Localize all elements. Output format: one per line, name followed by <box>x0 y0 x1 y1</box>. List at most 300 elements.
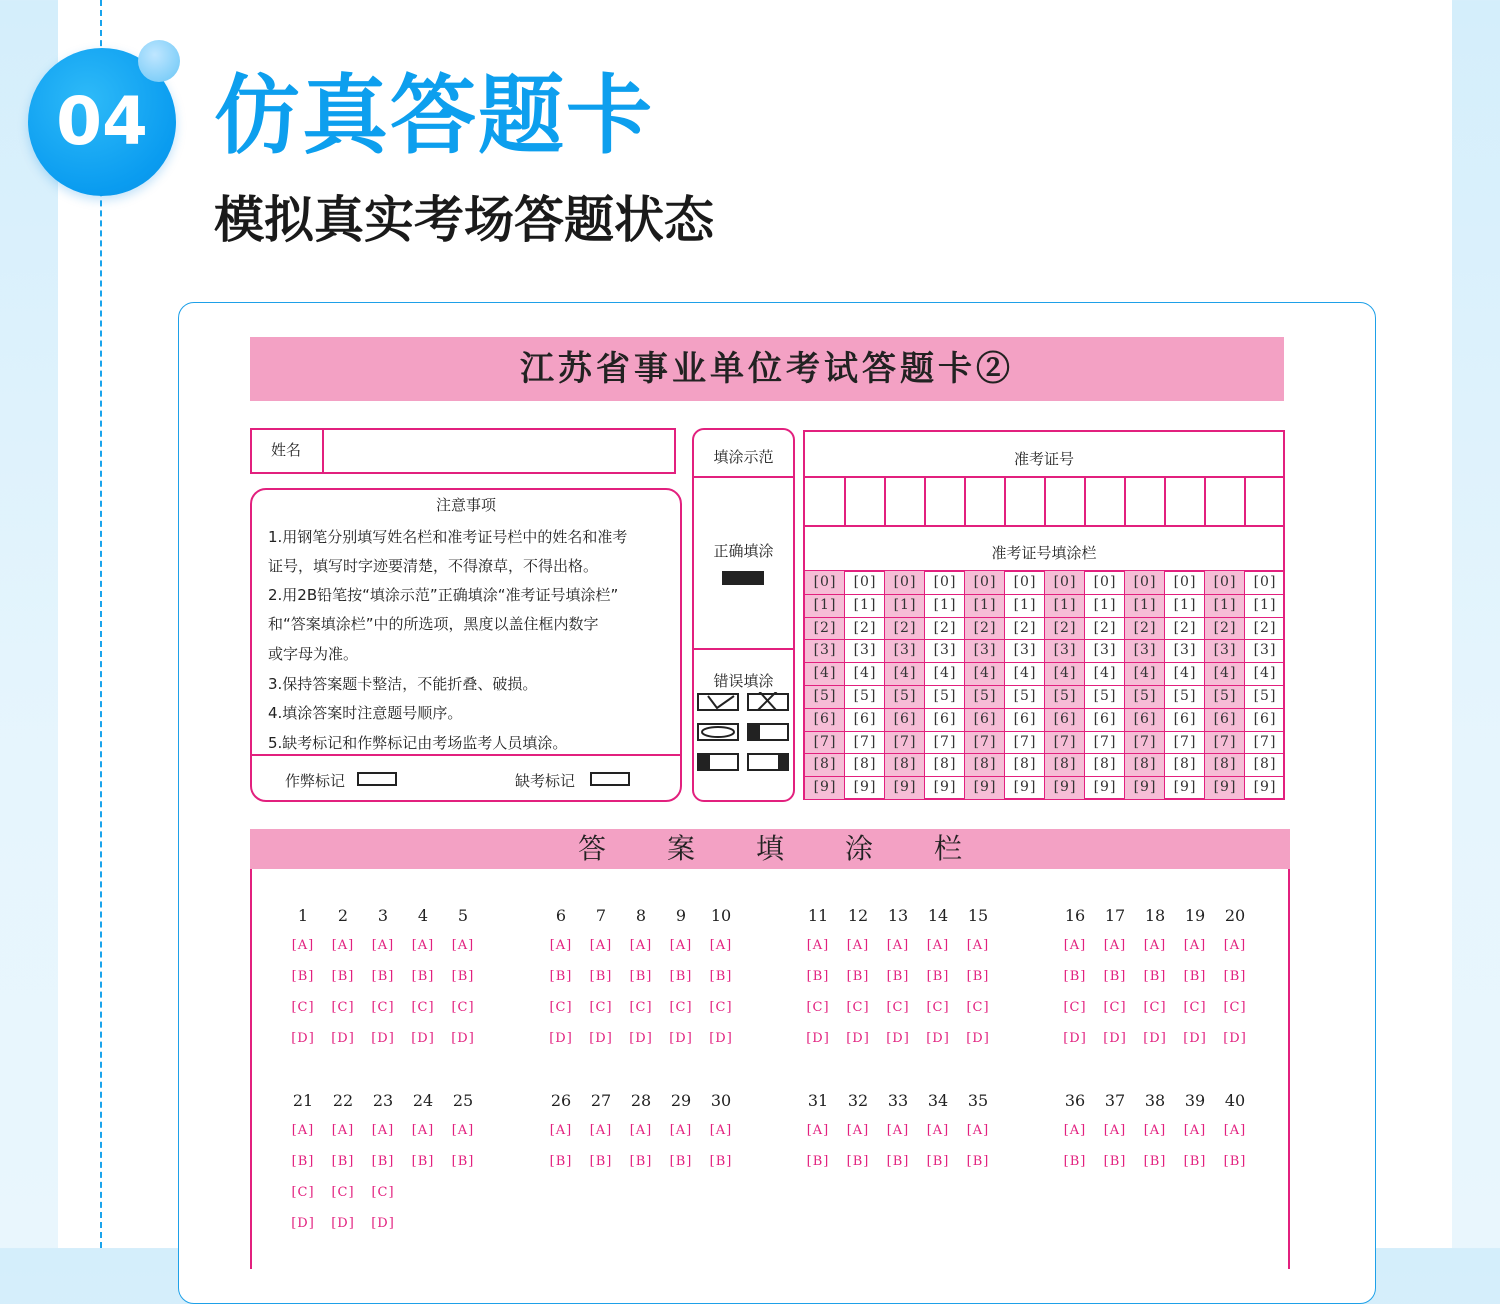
exam-id-digit-bubble[interactable]: [0] <box>933 574 957 590</box>
exam-id-digit-bubble[interactable]: [0] <box>1013 574 1037 590</box>
exam-id-digit-bubble[interactable]: [5] <box>933 688 957 704</box>
answer-option-bubble[interactable]: [A] <box>1223 1123 1247 1138</box>
answer-option-bubble[interactable]: [C] <box>371 1000 395 1015</box>
answer-option-bubble[interactable]: [A] <box>966 1123 990 1138</box>
answer-option-bubble[interactable]: [B] <box>331 969 355 984</box>
answer-option-bubble[interactable]: [A] <box>926 938 950 953</box>
exam-id-digit-bubble[interactable]: [5] <box>1213 688 1237 704</box>
exam-id-digit-bubble[interactable]: [9] <box>1173 779 1197 796</box>
exam-id-digit-bubble[interactable]: [8] <box>1213 756 1237 773</box>
exam-id-digit-bubble[interactable]: [7] <box>1093 733 1117 750</box>
answer-option-bubble[interactable]: [A] <box>589 938 613 953</box>
answer-option-bubble[interactable]: [C] <box>331 1000 355 1015</box>
question-number: 26 <box>550 1091 572 1110</box>
exam-id-digit-bubble[interactable]: [1] <box>813 596 837 613</box>
exam-id-digit-bubble[interactable]: [6] <box>1053 710 1077 727</box>
question-number: 10 <box>710 906 732 925</box>
answer-option-bubble[interactable]: [B] <box>966 969 990 984</box>
answer-option-bubble[interactable]: [D] <box>1183 1031 1207 1046</box>
answer-option-bubble[interactable]: [A] <box>1103 1123 1127 1138</box>
exam-id-digit-bubble[interactable]: [1] <box>1133 596 1157 613</box>
answer-option-bubble[interactable]: [C] <box>1103 1000 1127 1015</box>
exam-id-digit-bubble[interactable]: [8] <box>1053 756 1077 773</box>
answer-option-bubble[interactable]: [B] <box>1143 969 1167 984</box>
exam-id-digit-bubble[interactable]: [5] <box>1133 688 1157 704</box>
exam-id-digit-bubble[interactable]: [9] <box>893 779 917 796</box>
answer-option-bubble[interactable]: [D] <box>926 1031 950 1046</box>
exam-id-digit-bubble[interactable]: [0] <box>1173 574 1197 590</box>
exam-id-digit-bubble[interactable]: [6] <box>933 710 957 727</box>
exam-id-digit-bubble[interactable]: [9] <box>1013 779 1037 796</box>
exam-id-digit-bubble[interactable]: [4] <box>973 665 997 682</box>
exam-id-digit-bubble[interactable]: [5] <box>1093 688 1117 704</box>
exam-id-digit-bubble[interactable]: [2] <box>1053 619 1077 636</box>
answer-option-bubble[interactable]: [A] <box>411 938 435 953</box>
answer-option-bubble[interactable]: [B] <box>291 969 315 984</box>
answer-option-bubble[interactable]: [A] <box>1063 1123 1087 1138</box>
answer-option-bubble[interactable]: [A] <box>886 1123 910 1138</box>
question-number: 30 <box>710 1091 732 1110</box>
exam-id-digit-bubble[interactable]: [6] <box>973 710 997 727</box>
exam-id-digit-bubble[interactable]: [3] <box>1053 642 1077 659</box>
exam-id-digit-bubble[interactable]: [1] <box>853 596 877 613</box>
answer-option-bubble[interactable]: [C] <box>291 1185 315 1200</box>
answer-option-bubble[interactable]: [B] <box>331 1154 355 1169</box>
answer-option-bubble[interactable]: [D] <box>806 1031 830 1046</box>
exam-id-digit-bubble[interactable]: [9] <box>933 779 957 796</box>
answer-option-bubble[interactable]: [B] <box>669 1154 693 1169</box>
absent-mark-label: 缺考标记 <box>515 772 576 790</box>
question-number: 29 <box>670 1091 692 1110</box>
question-number: 16 <box>1064 906 1086 925</box>
answer-option-bubble[interactable]: [D] <box>1063 1031 1087 1046</box>
exam-id-digit-bubble[interactable]: [8] <box>1173 756 1197 773</box>
question-number: 33 <box>887 1091 909 1110</box>
question-number: 13 <box>887 906 909 925</box>
answer-option-bubble[interactable]: [A] <box>589 1123 613 1138</box>
question-number: 6 <box>555 906 567 925</box>
exam-id-digit-bubble[interactable]: [4] <box>813 665 837 682</box>
exam-id-digit-bubble[interactable]: [5] <box>813 688 837 704</box>
answer-option-bubble[interactable]: [B] <box>1143 1154 1167 1169</box>
answer-option-bubble[interactable]: [B] <box>846 969 870 984</box>
exam-id-digit-bubble[interactable]: [3] <box>1213 642 1237 659</box>
answer-option-bubble[interactable]: [B] <box>451 1154 475 1169</box>
answer-option-bubble[interactable]: [C] <box>291 1000 315 1015</box>
answer-option-bubble[interactable]: [A] <box>451 938 475 953</box>
exam-id-digit-bubble[interactable]: [7] <box>1133 733 1157 750</box>
exam-id-fill-title: 准考证号填涂栏 <box>991 544 1097 562</box>
divider <box>803 525 1285 527</box>
exam-id-digit-bubble[interactable]: [2] <box>1133 619 1157 636</box>
exam-id-digit-bubble[interactable]: [2] <box>933 619 957 636</box>
answer-option-bubble[interactable]: [B] <box>549 1154 573 1169</box>
exam-id-digit-bubble[interactable]: [8] <box>1133 756 1157 773</box>
answer-option-bubble[interactable]: [A] <box>846 1123 870 1138</box>
exam-id-digit-bubble[interactable]: [4] <box>1173 665 1197 682</box>
exam-id-digit-bubble[interactable]: [6] <box>853 710 877 727</box>
exam-id-digit-bubble[interactable]: [5] <box>893 688 917 704</box>
exam-id-digit-bubble[interactable]: [5] <box>853 688 877 704</box>
exam-id-digit-bubble[interactable]: [1] <box>1013 596 1037 613</box>
answer-option-bubble[interactable]: [C] <box>926 1000 950 1015</box>
exam-id-digit-bubble[interactable]: [9] <box>1093 779 1117 796</box>
answer-option-bubble[interactable]: [C] <box>1183 1000 1207 1015</box>
answer-option-bubble[interactable]: [A] <box>806 1123 830 1138</box>
question-number: 7 <box>595 906 607 925</box>
answer-option-bubble[interactable]: [B] <box>1063 969 1087 984</box>
question-number: 20 <box>1224 906 1246 925</box>
question-number: 4 <box>417 906 429 925</box>
correct-fill-mark <box>722 571 764 585</box>
answer-option-bubble[interactable]: [A] <box>629 938 653 953</box>
exam-id-digit-bubble[interactable]: [1] <box>893 596 917 613</box>
exam-id-digit-bubble[interactable]: [0] <box>893 574 917 590</box>
exam-id-digit-bubble[interactable]: [9] <box>1133 779 1157 796</box>
exam-id-digit-bubble[interactable]: [4] <box>1013 665 1037 682</box>
answer-option-bubble[interactable]: [D] <box>1143 1031 1167 1046</box>
answer-option-bubble[interactable]: [B] <box>411 1154 435 1169</box>
answer-option-bubble[interactable]: [D] <box>411 1031 435 1046</box>
divider <box>250 754 682 756</box>
exam-id-digit-bubble[interactable]: [9] <box>853 779 877 796</box>
question-number: 22 <box>332 1091 354 1110</box>
exam-id-digit-bubble[interactable]: [2] <box>1173 619 1197 636</box>
notice-line: 或字母为准。 <box>268 645 359 663</box>
exam-id-digit-bubble[interactable]: [0] <box>1133 574 1157 590</box>
answer-option-bubble[interactable]: [A] <box>629 1123 653 1138</box>
exam-id-digit-bubble[interactable]: [6] <box>1133 710 1157 727</box>
exam-id-digit-bubble[interactable]: [3] <box>973 642 997 659</box>
answer-option-bubble[interactable]: [A] <box>1143 938 1167 953</box>
exam-id-digit-bubble[interactable]: [8] <box>813 756 837 773</box>
answer-option-bubble[interactable]: [B] <box>1103 1154 1127 1169</box>
exam-id-digit-bubble[interactable]: [2] <box>1213 619 1237 636</box>
answer-option-bubble[interactable]: [B] <box>411 969 435 984</box>
exam-id-digit-bubble[interactable]: [9] <box>1253 779 1277 796</box>
answer-option-bubble[interactable]: [A] <box>1143 1123 1167 1138</box>
answer-option-bubble[interactable]: [C] <box>371 1185 395 1200</box>
exam-id-cell-divider <box>884 477 886 525</box>
exam-id-cell-divider <box>1244 477 1246 525</box>
exam-id-digit-bubble[interactable]: [6] <box>1253 710 1277 727</box>
answer-option-bubble[interactable]: [B] <box>1223 969 1247 984</box>
answer-option-bubble[interactable]: [C] <box>1223 1000 1247 1015</box>
exam-id-row-divider <box>803 662 1285 663</box>
answer-option-bubble[interactable]: [A] <box>331 938 355 953</box>
wrong-fill-label: 错误填涂 <box>713 672 774 690</box>
exam-id-digit-bubble[interactable]: [7] <box>973 733 997 750</box>
exam-id-digit-bubble[interactable]: [6] <box>893 710 917 727</box>
exam-id-cell-divider <box>924 477 926 525</box>
exam-id-digit-bubble[interactable]: [3] <box>1133 642 1157 659</box>
exam-id-digit-bubble[interactable]: [8] <box>893 756 917 773</box>
answer-option-bubble[interactable]: [B] <box>1223 1154 1247 1169</box>
exam-id-digit-bubble[interactable]: [3] <box>813 642 837 659</box>
exam-id-digit-bubble[interactable]: [2] <box>853 619 877 636</box>
answer-option-bubble[interactable]: [D] <box>1223 1031 1247 1046</box>
exam-id-digit-bubble[interactable]: [3] <box>893 642 917 659</box>
answer-option-bubble[interactable]: [B] <box>1183 1154 1207 1169</box>
exam-id-digit-bubble[interactable]: [7] <box>1013 733 1037 750</box>
answer-option-bubble[interactable]: [B] <box>926 969 950 984</box>
answer-option-bubble[interactable]: [A] <box>291 1123 315 1138</box>
exam-id-digit-bubble[interactable]: [4] <box>853 665 877 682</box>
exam-id-digit-bubble[interactable]: [1] <box>973 596 997 613</box>
exam-id-digit-bubble[interactable]: [7] <box>1053 733 1077 750</box>
exam-id-row-divider <box>803 776 1285 777</box>
answer-option-bubble[interactable]: [C] <box>1143 1000 1167 1015</box>
correct-fill-label: 正确填涂 <box>713 542 774 560</box>
answer-option-bubble[interactable]: [D] <box>589 1031 613 1046</box>
exam-id-digit-bubble[interactable]: [3] <box>1093 642 1117 659</box>
answer-option-bubble[interactable]: [A] <box>669 938 693 953</box>
answer-option-bubble[interactable]: [B] <box>629 1154 653 1169</box>
answer-option-bubble[interactable]: [A] <box>291 938 315 953</box>
absent-mark-box[interactable] <box>590 772 630 786</box>
answer-option-bubble[interactable]: [B] <box>709 969 733 984</box>
answer-option-bubble[interactable]: [A] <box>1103 938 1127 953</box>
answer-option-bubble[interactable]: [C] <box>966 1000 990 1015</box>
exam-id-row-divider <box>803 639 1285 640</box>
exam-id-digit-bubble[interactable]: [0] <box>1253 574 1277 590</box>
notice-line: 3.保持答案题卡整洁，不能折叠、破损。 <box>268 675 538 693</box>
answer-option-bubble[interactable]: [B] <box>806 1154 830 1169</box>
exam-id-digit-bubble[interactable]: [0] <box>853 574 877 590</box>
exam-id-digit-bubble[interactable]: [5] <box>973 688 997 704</box>
exam-id-digit-bubble[interactable]: [4] <box>1053 665 1077 682</box>
exam-id-digit-bubble[interactable]: [7] <box>1253 733 1277 750</box>
answer-option-bubble[interactable]: [B] <box>589 1154 613 1169</box>
answer-option-bubble[interactable]: [A] <box>846 938 870 953</box>
answer-option-bubble[interactable]: [D] <box>371 1216 395 1231</box>
exam-id-digit-bubble[interactable]: [4] <box>1253 665 1277 682</box>
answer-option-bubble[interactable]: [B] <box>966 1154 990 1169</box>
answer-option-bubble[interactable]: [A] <box>1183 1123 1207 1138</box>
exam-id-digit-bubble[interactable]: [9] <box>1053 779 1077 796</box>
exam-id-digit-bubble[interactable]: [9] <box>813 779 837 796</box>
exam-id-digit-bubble[interactable]: [9] <box>1213 779 1237 796</box>
answer-option-bubble[interactable]: [B] <box>886 1154 910 1169</box>
answer-option-bubble[interactable]: [B] <box>451 969 475 984</box>
exam-id-digit-bubble[interactable]: [4] <box>933 665 957 682</box>
exam-id-digit-bubble[interactable]: [2] <box>973 619 997 636</box>
exam-id-digit-bubble[interactable]: [7] <box>893 733 917 750</box>
answer-option-bubble[interactable]: [A] <box>709 1123 733 1138</box>
exam-id-digit-bubble[interactable]: [5] <box>1173 688 1197 704</box>
exam-id-digit-bubble[interactable]: [6] <box>1213 710 1237 727</box>
exam-id-row-divider <box>803 731 1285 732</box>
answer-header-char: 填 <box>755 832 784 865</box>
exam-id-digit-bubble[interactable]: [7] <box>1173 733 1197 750</box>
answer-option-bubble[interactable]: [A] <box>331 1123 355 1138</box>
cheat-mark-label: 作弊标记 <box>285 772 346 790</box>
answer-option-bubble[interactable]: [A] <box>549 1123 573 1138</box>
exam-id-digit-bubble[interactable]: [6] <box>813 710 837 727</box>
answer-option-bubble[interactable]: [C] <box>451 1000 475 1015</box>
question-number: 18 <box>1144 906 1166 925</box>
answer-option-bubble[interactable]: [C] <box>331 1185 355 1200</box>
decorative-bubble-icon <box>138 40 180 82</box>
answer-area-header <box>250 829 1290 869</box>
exam-id-digit-bubble[interactable]: [3] <box>1253 642 1277 659</box>
answer-option-bubble[interactable]: [D] <box>966 1031 990 1046</box>
exam-id-digit-bubble[interactable]: [4] <box>1133 665 1157 682</box>
answer-option-bubble[interactable]: [D] <box>291 1031 315 1046</box>
exam-id-digit-bubble[interactable]: [3] <box>933 642 957 659</box>
notice-line: 证号，填写时字迹要清楚，不得潦草，不得出格。 <box>268 557 599 575</box>
answer-option-bubble[interactable]: [C] <box>846 1000 870 1015</box>
answer-option-bubble[interactable]: [A] <box>1063 938 1087 953</box>
answer-option-bubble[interactable]: [A] <box>669 1123 693 1138</box>
exam-id-row-divider <box>803 594 1285 595</box>
exam-id-digit-bubble[interactable]: [8] <box>1093 756 1117 773</box>
question-number: 17 <box>1104 906 1126 925</box>
answer-option-bubble[interactable]: [A] <box>1223 938 1247 953</box>
answer-option-bubble[interactable]: [A] <box>709 938 733 953</box>
answer-option-bubble[interactable]: [A] <box>966 938 990 953</box>
question-number: 25 <box>452 1091 474 1110</box>
answer-option-bubble[interactable]: [C] <box>629 1000 653 1015</box>
answer-option-bubble[interactable]: [A] <box>371 1123 395 1138</box>
answer-option-bubble[interactable]: [B] <box>589 969 613 984</box>
answer-option-bubble[interactable]: [B] <box>371 1154 395 1169</box>
exam-id-cell-divider <box>1204 477 1206 525</box>
answer-option-bubble[interactable]: [D] <box>629 1031 653 1046</box>
exam-id-digit-bubble[interactable]: [8] <box>1013 756 1037 773</box>
answer-option-bubble[interactable]: [D] <box>886 1031 910 1046</box>
answer-option-bubble[interactable]: [B] <box>806 969 830 984</box>
answer-option-bubble[interactable]: [D] <box>451 1031 475 1046</box>
answer-option-bubble[interactable]: [A] <box>886 938 910 953</box>
exam-id-digit-bubble[interactable]: [2] <box>893 619 917 636</box>
exam-id-digit-bubble[interactable]: [4] <box>893 665 917 682</box>
exam-id-digit-bubble[interactable]: [6] <box>1093 710 1117 727</box>
exam-id-digit-bubble[interactable]: [8] <box>1253 756 1277 773</box>
question-number: 35 <box>967 1091 989 1110</box>
exam-id-title: 准考证号 <box>1013 450 1074 468</box>
answer-option-bubble[interactable]: [B] <box>926 1154 950 1169</box>
answer-option-bubble[interactable]: [B] <box>1103 969 1127 984</box>
exam-id-digit-bubble[interactable]: [2] <box>813 619 837 636</box>
answer-option-bubble[interactable]: [B] <box>709 1154 733 1169</box>
exam-id-cell-divider <box>1084 477 1086 525</box>
answer-option-bubble[interactable]: [D] <box>291 1216 315 1231</box>
answer-option-bubble[interactable]: [D] <box>331 1216 355 1231</box>
exam-id-digit-bubble[interactable]: [3] <box>853 642 877 659</box>
exam-id-digit-bubble[interactable]: [2] <box>1253 619 1277 636</box>
answer-option-bubble[interactable]: [C] <box>411 1000 435 1015</box>
answer-option-bubble[interactable]: [D] <box>371 1031 395 1046</box>
answer-option-bubble[interactable]: [D] <box>669 1031 693 1046</box>
answer-option-bubble[interactable]: [D] <box>331 1031 355 1046</box>
exam-id-digit-bubble[interactable]: [1] <box>1053 596 1077 613</box>
answer-option-bubble[interactable]: [C] <box>886 1000 910 1015</box>
answer-option-bubble[interactable]: [A] <box>451 1123 475 1138</box>
exam-id-digit-bubble[interactable]: [8] <box>973 756 997 773</box>
exam-id-digit-bubble[interactable]: [5] <box>1053 688 1077 704</box>
exam-id-cell-divider <box>1004 477 1006 525</box>
exam-id-digit-bubble[interactable]: [6] <box>1173 710 1197 727</box>
question-number: 36 <box>1064 1091 1086 1110</box>
question-number: 37 <box>1104 1091 1126 1110</box>
answer-option-bubble[interactable]: [C] <box>709 1000 733 1015</box>
answer-option-bubble[interactable]: [B] <box>669 969 693 984</box>
answer-option-bubble[interactable]: [A] <box>549 938 573 953</box>
answer-option-bubble[interactable]: [C] <box>806 1000 830 1015</box>
exam-id-digit-bubble[interactable]: [1] <box>933 596 957 613</box>
answer-option-bubble[interactable]: [C] <box>669 1000 693 1015</box>
answer-option-bubble[interactable]: [D] <box>709 1031 733 1046</box>
notice-line: 4.填涂答案时注意题号顺序。 <box>268 704 463 722</box>
exam-id-digit-bubble[interactable]: [0] <box>1093 574 1117 590</box>
exam-id-digit-bubble[interactable]: [0] <box>813 574 837 590</box>
answer-option-bubble[interactable]: [B] <box>291 1154 315 1169</box>
answer-option-bubble[interactable]: [D] <box>549 1031 573 1046</box>
exam-id-digit-bubble[interactable]: [1] <box>1213 596 1237 613</box>
exam-id-digit-bubble[interactable]: [7] <box>1213 733 1237 750</box>
answer-option-bubble[interactable]: [C] <box>1063 1000 1087 1015</box>
exam-id-digit-bubble[interactable]: [1] <box>1253 596 1277 613</box>
exam-id-digit-bubble[interactable]: [0] <box>1053 574 1077 590</box>
question-number: 5 <box>457 906 469 925</box>
answer-option-bubble[interactable]: [B] <box>549 969 573 984</box>
answer-option-bubble[interactable]: [D] <box>846 1031 870 1046</box>
answer-option-bubble[interactable]: [B] <box>1183 969 1207 984</box>
exam-id-digit-bubble[interactable]: [3] <box>1173 642 1197 659</box>
name-label: 姓名 <box>250 428 324 474</box>
exam-id-digit-bubble[interactable]: [8] <box>853 756 877 773</box>
exam-id-digit-bubble[interactable]: [9] <box>973 779 997 796</box>
cheat-mark-box[interactable] <box>357 772 397 786</box>
answer-option-bubble[interactable]: [B] <box>629 969 653 984</box>
answer-option-bubble[interactable]: [A] <box>371 938 395 953</box>
question-number: 27 <box>590 1091 612 1110</box>
exam-id-digit-bubble[interactable]: [0] <box>973 574 997 590</box>
exam-id-digit-bubble[interactable]: [5] <box>1253 688 1277 704</box>
answer-option-bubble[interactable]: [A] <box>411 1123 435 1138</box>
exam-id-digit-bubble[interactable]: [6] <box>1013 710 1037 727</box>
answer-option-bubble[interactable]: [B] <box>371 969 395 984</box>
exam-id-digit-bubble[interactable]: [4] <box>1213 665 1237 682</box>
question-number: 32 <box>847 1091 869 1110</box>
answer-option-bubble[interactable]: [B] <box>886 969 910 984</box>
exam-id-digit-bubble[interactable]: [7] <box>853 733 877 750</box>
answer-option-bubble[interactable]: [B] <box>1063 1154 1087 1169</box>
exam-id-digit-bubble[interactable]: [4] <box>1093 665 1117 682</box>
exam-id-digit-bubble[interactable]: [1] <box>1093 596 1117 613</box>
answer-option-bubble[interactable]: [C] <box>549 1000 573 1015</box>
answer-option-bubble[interactable]: [A] <box>806 938 830 953</box>
exam-id-digit-bubble[interactable]: [7] <box>933 733 957 750</box>
exam-id-digit-bubble[interactable]: [3] <box>1013 642 1037 659</box>
exam-id-digit-bubble[interactable]: [8] <box>933 756 957 773</box>
answer-card-title: 江苏省事业单位考试答题卡② <box>250 337 1284 401</box>
exam-id-digit-bubble[interactable]: [2] <box>1013 619 1037 636</box>
exam-id-digit-bubble[interactable]: [5] <box>1013 688 1037 704</box>
answer-option-bubble[interactable]: [A] <box>926 1123 950 1138</box>
exam-id-digit-bubble[interactable]: [2] <box>1093 619 1117 636</box>
exam-id-digit-bubble[interactable]: [1] <box>1173 596 1197 613</box>
answer-option-bubble[interactable]: [A] <box>1183 938 1207 953</box>
exam-id-row-divider <box>803 685 1285 686</box>
answer-option-bubble[interactable]: [D] <box>1103 1031 1127 1046</box>
answer-option-bubble[interactable]: [C] <box>589 1000 613 1015</box>
answer-option-bubble[interactable]: [B] <box>846 1154 870 1169</box>
exam-id-digit-bubble[interactable]: [7] <box>813 733 837 750</box>
question-number: 15 <box>967 906 989 925</box>
exam-id-digit-bubble[interactable]: [0] <box>1213 574 1237 590</box>
